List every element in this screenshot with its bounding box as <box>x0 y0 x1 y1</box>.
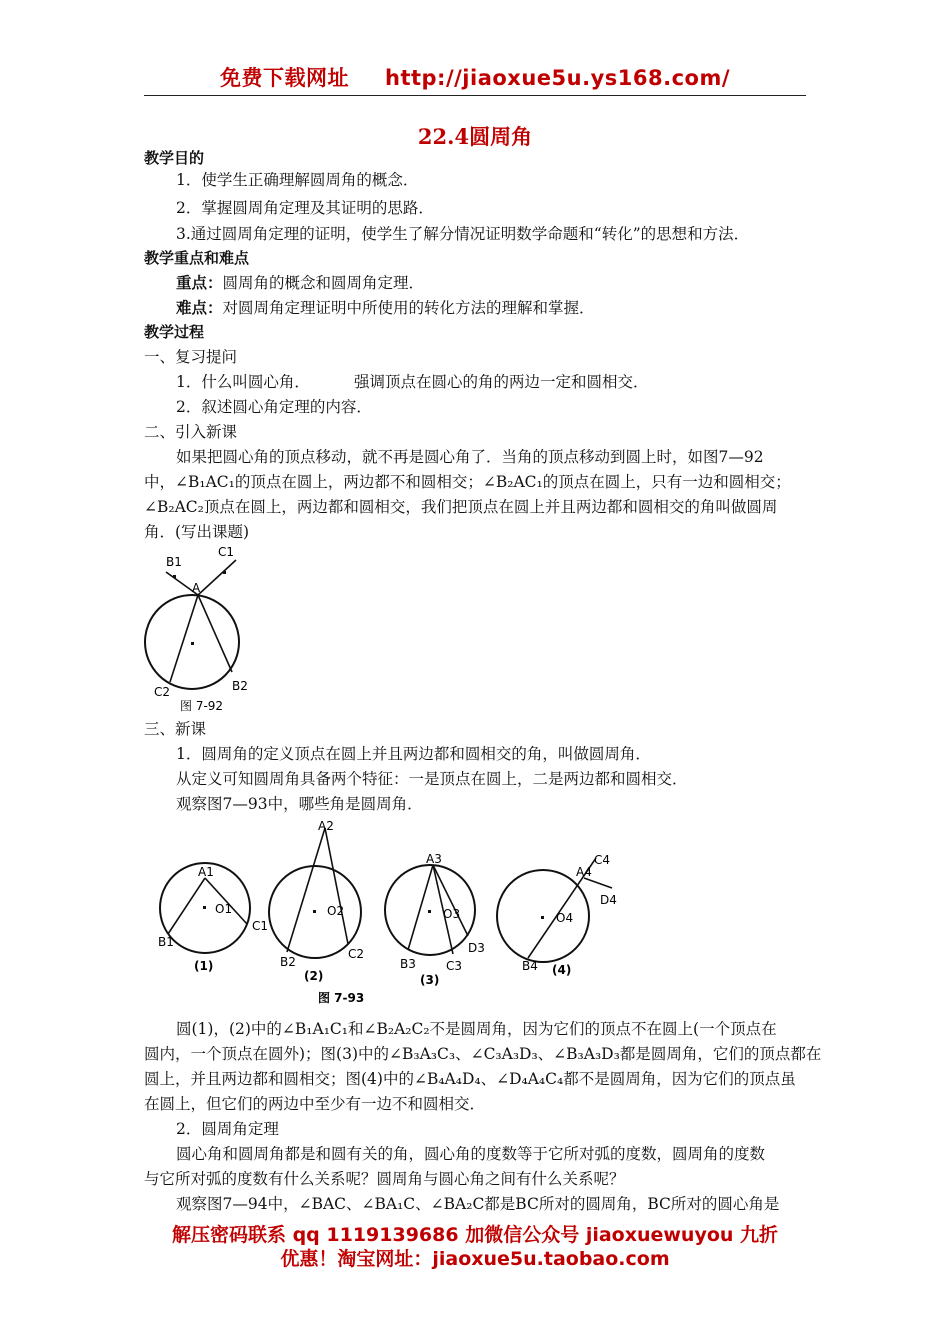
fig93-c1-label-c: C1 <box>252 919 269 933</box>
objective-3: 3.通过圆周角定理的证明，使学生了解分情况证明数学命题和“转化”的思想和方法． <box>176 225 750 243</box>
fig93-c1-center <box>203 906 206 909</box>
theorem-line-3: 观察图7—94中，∠BAC、∠BA₁C、∠BA₂C都是BC所对的圆周角，BC所对的圆心角是 <box>176 1195 780 1213</box>
key-point-label: 重点： <box>176 273 223 292</box>
remark-line-2: 圆内，一个顶点在圆外)；图(3)中的∠B₃A₃C₃、∠C₃A₃D₃、∠B₃A₃D₃都是圆周角，它们的顶点都在 <box>144 1045 822 1063</box>
fig93-c3-label-o: O3 <box>443 907 461 921</box>
theorem-heading: 2．圆周角定理 <box>176 1120 279 1138</box>
part-review: 一、复习提问 <box>144 348 238 366</box>
header-url-link[interactable]: http://jiaoxue5u.ys168.com/ <box>385 66 730 90</box>
fig93-c4-line-d <box>584 878 612 888</box>
fig93-c2-number: (2) <box>304 969 324 983</box>
theorem-line-1: 圆心角和圆周角都是和圆有关的角，圆心角的度数等于它所对弧的度数，圆周角的度数 <box>176 1145 766 1163</box>
fig92-center-dot <box>191 642 194 645</box>
key-point <box>176 273 424 293</box>
review-question-2: 2．叙述圆心角定理的内容． <box>176 398 372 416</box>
difficult-point <box>176 298 595 318</box>
key-point-text: 圆周角的概念和圆周角定理． <box>222 274 425 292</box>
fig93-c1-side-c <box>205 878 247 924</box>
heading-objectives: 教学目的 <box>144 149 205 167</box>
fig92-point-b1 <box>173 575 176 578</box>
heading-process: 教学过程 <box>144 323 205 341</box>
definition-line: 1．圆周角的定义顶点在圆上并且两边都和圆相交的角，叫做圆周角． <box>176 745 651 763</box>
fig93-c3-label-b: B3 <box>400 957 416 971</box>
fig93-c4-label-d: D4 <box>600 893 617 907</box>
fig93-c2-label-c: C2 <box>348 947 365 961</box>
fig93-c4-label-b: B4 <box>522 959 538 973</box>
fig93-c4-center <box>541 916 544 919</box>
fig92-point-c1 <box>223 571 226 574</box>
observe-line: 观察图7—93中，哪些角是圆周角． <box>176 795 423 813</box>
fig93-c1-label-b: B1 <box>158 935 174 949</box>
page-title: 22.4圆周角 <box>417 124 533 149</box>
site-header <box>0 62 950 92</box>
fig93-diagram-4 <box>497 853 617 977</box>
objective-2: 2．掌握圆周角定理及其证明的思路． <box>176 199 434 217</box>
intro-paragraph-line-4: 角．(写出课题) <box>144 523 250 541</box>
difficult-point-label: 难点： <box>176 298 223 317</box>
fig93-c3-label-d: D3 <box>468 941 485 955</box>
fig93-caption: 图 7-93 <box>318 991 365 1005</box>
fig93-c4-number: (4) <box>552 963 572 977</box>
fig92-chord-b2 <box>198 595 232 672</box>
intro-paragraph-line-2: 中，∠B₁AC₁的顶点在圆上，两边都不和圆相交；∠B₂AC₁的顶点在圆上，只有一边和圆相交； <box>144 473 791 491</box>
fig93-c3-number: (3) <box>420 973 440 987</box>
fig93-c3-label-a: A3 <box>426 852 442 866</box>
fig92-label-c2: C2 <box>154 685 171 699</box>
fig93-diagram-2 <box>269 819 364 983</box>
fig93-c3-side-d <box>433 865 468 936</box>
difficult-point-text: 对圆周角定理证明中所使用的转化方法的理解和掌握． <box>222 299 595 317</box>
fig93-c3-center <box>428 910 431 913</box>
intro-paragraph-line-1: 如果把圆心角的顶点移动，就不再是圆心角了．当角的顶点移动到圆上时，如图7—92 <box>176 448 764 466</box>
header-label: 免费下载网址 <box>220 66 349 90</box>
fig93-c2-side-c <box>325 828 348 944</box>
theorem-line-2: 与它所对弧的度数有什么关系呢？圆周角与圆心角之间有什么关系呢？ <box>144 1170 625 1188</box>
fig93-c3-side-b <box>408 865 433 950</box>
part-new-lesson: 三、新课 <box>144 720 207 738</box>
fig93-c2-label-a: A2 <box>318 819 334 833</box>
fig92-chord-c2 <box>170 595 198 682</box>
review-question-1: 1．什么叫圆心角． <box>176 373 310 391</box>
heading-key-points: 教学重点和难点 <box>144 249 250 267</box>
footer-line-2[interactable]: 优惠！淘宝网址：jiaoxue5u.taobao.com <box>280 1248 670 1270</box>
footer-line-1: 解压密码联系 qq 1119139686 加微信公众号 jiaoxuewuyou 九折 <box>171 1224 779 1246</box>
objective-1: 1．使学生正确理解圆周角的概念． <box>176 171 419 189</box>
fig92-label-b1: B1 <box>166 555 182 569</box>
fig93-c2-side-b <box>287 828 325 952</box>
fig93-c3-label-c: C3 <box>446 959 463 973</box>
remark-line-3: 圆上，并且两边都和圆相交；图(4)中的∠B₄A₄D₄、∠D₄A₄C₄都不是圆周角，因为它们的顶点虽 <box>144 1070 796 1088</box>
figure-7-92 <box>140 542 260 717</box>
fig93-diagram-3 <box>385 852 485 987</box>
fig93-diagram-1 <box>158 863 268 973</box>
part-intro: 二、引入新课 <box>144 423 238 441</box>
figure-7-93 <box>150 818 630 1008</box>
fig93-c1-side-b <box>168 878 205 934</box>
fig93-c2-label-o: O2 <box>327 904 345 918</box>
fig92-caption: 图 7-92 <box>180 699 224 713</box>
fig92-ray-c1 <box>198 560 236 595</box>
features-line: 从定义可知圆周角具备两个特征：一是顶点在圆上，二是两边都和圆相交． <box>176 770 688 788</box>
fig93-c1-number: (1) <box>194 959 214 973</box>
fig93-c4-label-o: O4 <box>556 911 574 925</box>
fig93-c2-center <box>313 910 316 913</box>
remark-line-1: 圆(1)，(2)中的∠B₁A₁C₁和∠B₂A₂C₂不是圆周角，因为它们的顶点不在圆上(一个顶点在 <box>176 1020 777 1038</box>
fig93-c2-label-b: B2 <box>280 955 296 969</box>
header-rule <box>144 95 806 96</box>
fig92-label-b2: B2 <box>232 679 248 693</box>
intro-paragraph-line-3: ∠B₂AC₂顶点在圆上，两边都和圆相交，我们把顶点在圆上并且两边都和圆相交的角叫做圆周 <box>144 498 778 516</box>
fig93-c4-label-c: C4 <box>594 853 611 867</box>
remark-line-4: 在圆上，但它们的两边中至少有一边不和圆相交． <box>144 1095 486 1113</box>
fig92-label-a: A <box>192 581 201 595</box>
fig93-c1-label-a: A1 <box>198 865 214 879</box>
fig93-c1-label-o: O1 <box>215 902 233 916</box>
fig93-c4-label-a: A4 <box>576 865 592 879</box>
fig92-label-c1: C1 <box>218 545 235 559</box>
review-question-1-note: 强调顶点在圆心的角的两边一定和圆相交． <box>354 373 649 391</box>
